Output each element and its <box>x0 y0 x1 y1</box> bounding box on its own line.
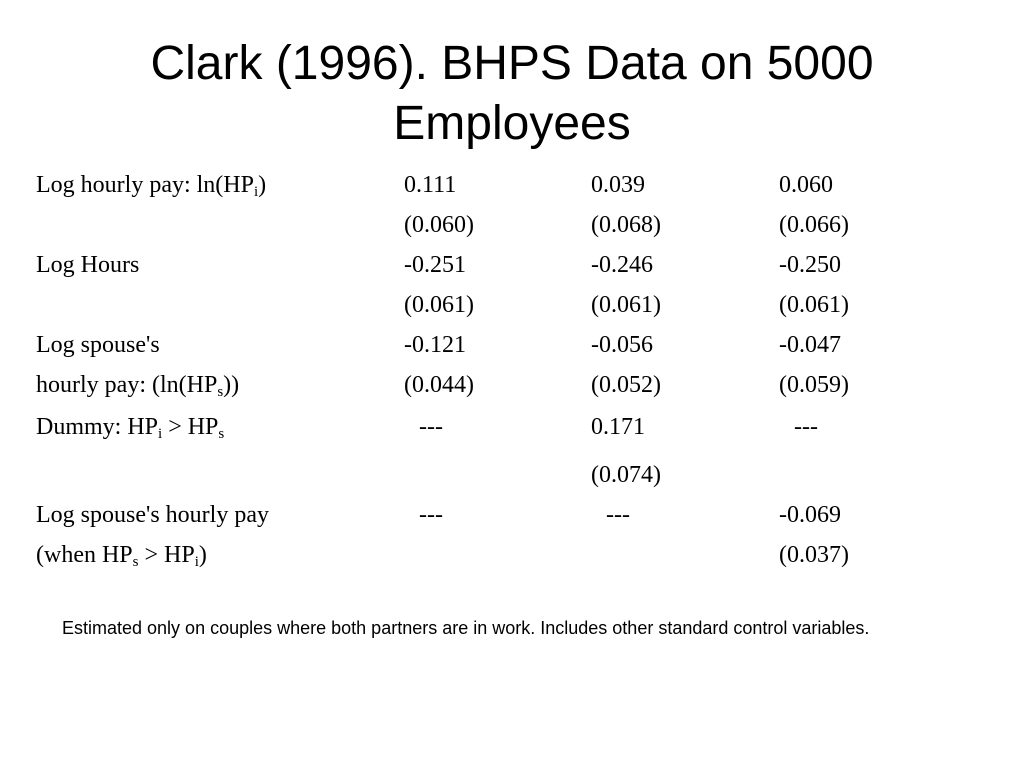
coef-col-2: 0.039 <box>591 172 645 198</box>
coef-col-1: -0.121 <box>404 332 466 358</box>
title-line-1: Clark (1996). BHPS Data on 5000 <box>150 37 874 90</box>
row-label: (when $HP_s > HP_i$) <box>36 542 207 570</box>
coef-col-3: 0.060 <box>779 172 833 198</box>
coef-col-3: -0.250 <box>779 252 841 278</box>
row-label: Log spouse's <box>36 332 160 358</box>
se-col-1: (0.061) <box>404 292 474 318</box>
coef-col-1: -0.251 <box>404 252 466 278</box>
se-col-2: (0.052) <box>591 372 661 398</box>
slide-title <box>0 34 1024 154</box>
coef-col-2: 0.171 <box>591 414 645 440</box>
se-col-3: (0.066) <box>779 212 849 238</box>
coef-col-1: --- <box>419 414 443 440</box>
coef-col-2: --- <box>606 502 630 528</box>
title-line-2: Employees <box>393 97 631 150</box>
se-col-2: (0.074) <box>591 462 661 488</box>
coef-col-3: --- <box>794 414 818 440</box>
coef-col-3: -0.069 <box>779 502 841 528</box>
coef-col-1: --- <box>419 502 443 528</box>
coef-col-1: 0.111 <box>404 172 457 198</box>
row-label: Dummy: $HP_i > HP_s$ <box>36 414 225 442</box>
row-label: Log Hours <box>36 252 140 278</box>
se-col-1: (0.044) <box>404 372 474 398</box>
se-col-3: (0.037) <box>779 542 849 568</box>
coef-col-3: -0.047 <box>779 332 841 358</box>
row-label: hourly pay: $(\ln(HP_s))$ <box>36 372 240 400</box>
se-col-3: (0.059) <box>779 372 849 398</box>
footnote: Estimated only on couples where both partners are in work. Includes other standard control variables. <box>62 618 870 638</box>
row-label: Log hourly pay: $\ln(HP_i)$ <box>36 172 267 200</box>
coef-col-2: -0.056 <box>591 332 653 358</box>
se-col-1: (0.060) <box>404 212 474 238</box>
coef-col-2: -0.246 <box>591 252 653 278</box>
row-label: Log spouse's hourly pay <box>36 502 269 528</box>
se-col-3: (0.061) <box>779 292 849 318</box>
se-col-2: (0.061) <box>591 292 661 318</box>
se-col-2: (0.068) <box>591 212 661 238</box>
